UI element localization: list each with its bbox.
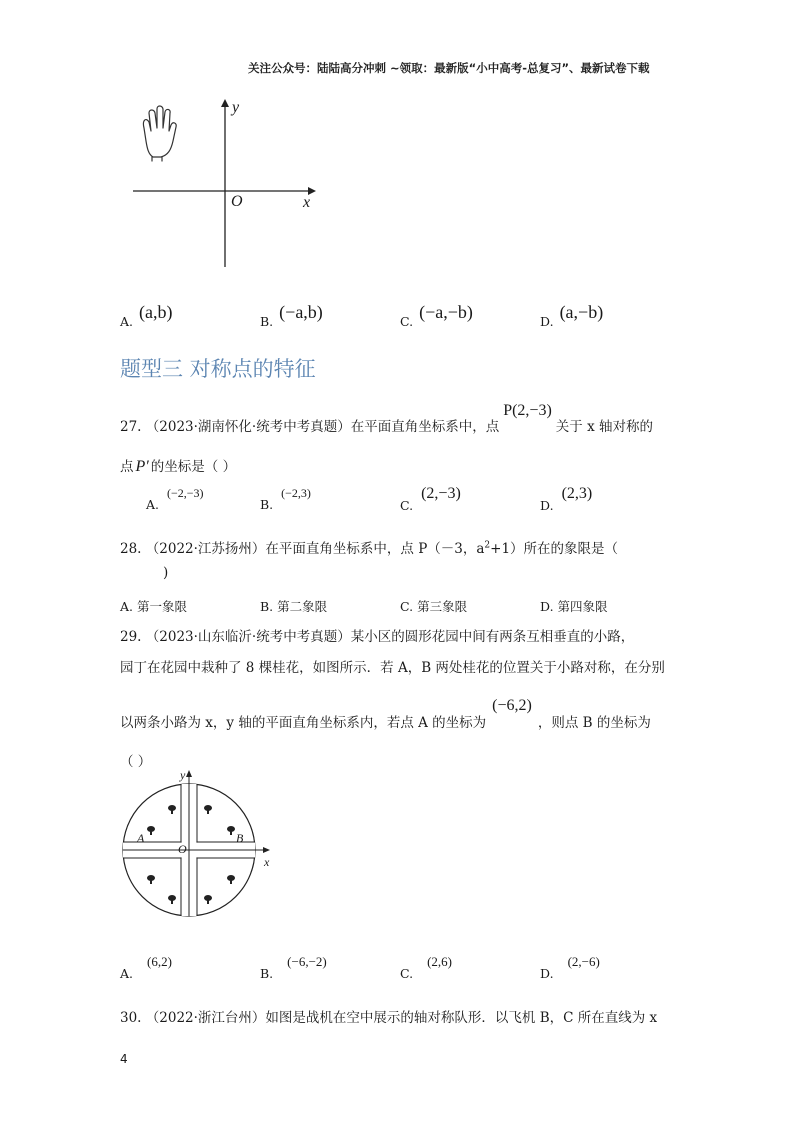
option-c[interactable]: C. (−a,−b) xyxy=(400,302,473,329)
y-axis-label: y xyxy=(232,99,240,116)
q27-option-c[interactable]: C.(2,−3) xyxy=(400,485,461,513)
q27-option-d[interactable]: D.(2,3) xyxy=(540,485,593,513)
q29-line1: 29. （2023·山东临沂·统考中考真题）某小区的圆形花园中间有两条互相垂直的小路， xyxy=(120,629,635,645)
tree-icon-7 xyxy=(227,875,235,884)
q29-option-c[interactable]: C.(2,6) xyxy=(400,954,453,981)
q29-option-d[interactable]: D.(2,−6) xyxy=(540,954,600,981)
page-header: 关注公众号：陆陆高分冲刺 ~领取：最新版“小中高考-总复习”、最新试卷下载 xyxy=(248,61,650,75)
q28-line2: ) xyxy=(163,565,169,581)
tree-icon-2 xyxy=(147,826,155,835)
q28-option-c[interactable]: C. 第三象限 xyxy=(400,599,468,614)
q29-option-b[interactable]: B.(−6,−2) xyxy=(260,954,327,981)
garden-x-label: x xyxy=(264,855,270,869)
tree-icon-4 xyxy=(227,826,235,835)
q27-option-a[interactable]: A.(−2,−3) xyxy=(146,486,204,512)
point-b-label: B xyxy=(236,831,244,845)
origin-label: O xyxy=(231,193,243,210)
q28-option-a[interactable]: A. 第一象限 xyxy=(120,599,188,614)
section-title: 题型三 对称点的特征 xyxy=(120,357,316,381)
hand-icon xyxy=(143,106,176,161)
garden-diagram xyxy=(120,770,280,930)
q29-line3: 以两条小路为 x，y 轴的平面直角坐标系内，若点 A 的坐标为(−6,2)，则点 B 的坐标为 xyxy=(120,697,651,731)
x-axis-label: x xyxy=(303,194,311,211)
q29-line2: 园丁在花园中栽种了 8 棵桂花，如图所示．若 A，B 两处桂花的位置关于小路对称，在分别 xyxy=(120,660,665,676)
q30-line1: 30. （2022·浙江台州）如图是战机在空中展示的轴对称队形．以飞机 B，C 所在直线为 x xyxy=(120,1010,658,1026)
q28-option-b[interactable]: B. 第二象限 xyxy=(260,599,328,614)
option-a[interactable]: A. (a,b) xyxy=(120,302,173,329)
q28-option-d[interactable]: D. 第四象限 xyxy=(540,599,608,614)
tree-icon-1 xyxy=(168,805,176,814)
tree-icon-6 xyxy=(168,895,176,904)
q28-line1: 28. （2022·江苏扬州）在平面直角坐标系中，点 P（－3，$a^2+1$）所在的象限是（ xyxy=(120,540,619,557)
garden-y-label: y xyxy=(180,768,186,782)
garden-origin-label: O xyxy=(178,842,187,856)
hand-axes-diagram xyxy=(128,95,328,275)
tree-icon-3 xyxy=(204,805,212,814)
tree-icon-8 xyxy=(204,895,212,904)
page-number: 4 xyxy=(120,1052,128,1066)
option-b[interactable]: B. (−a,b) xyxy=(260,302,323,329)
option-d[interactable]: D. (a,−b) xyxy=(540,302,604,329)
q27-line2: 点 P′ 的坐标是（ ） xyxy=(120,458,237,475)
tree-icon-5 xyxy=(147,875,155,884)
q27-line1: 27. （2023·湖南怀化·统考中考真题）在平面直角坐标系中，点P(2,−3)关于 x 轴对称的 xyxy=(120,402,653,435)
point-a-label: A xyxy=(137,831,145,845)
q29-option-a[interactable]: A.(6,2) xyxy=(120,954,172,981)
q27-option-b[interactable]: B.(−2,3) xyxy=(260,486,311,512)
q29-line4: （ ） xyxy=(120,754,152,770)
